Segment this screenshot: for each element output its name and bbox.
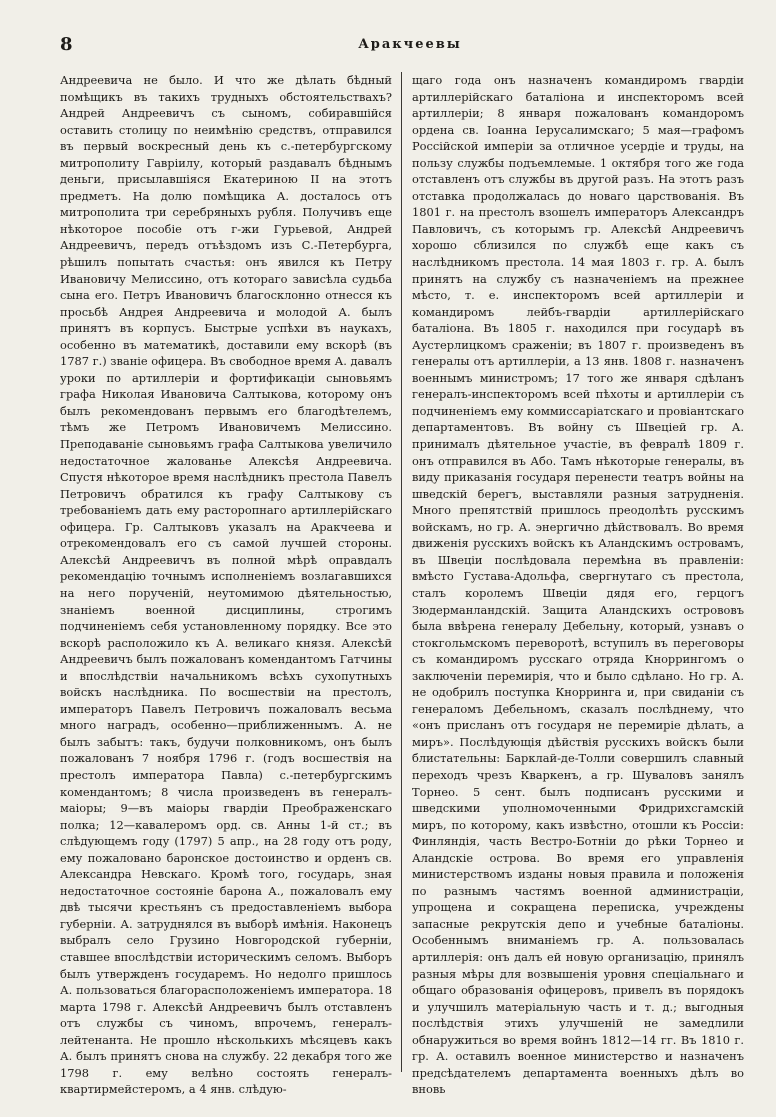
left-column <box>60 72 392 1098</box>
left-column-text: Андреевича не было. И что же дѣлать бѣдный помѣщикъ въ такихъ трудныхъ обстоятельствахъ? Андрей Андреевичъ съ сыномъ, собиравшійся оставить столицу по неимѣнію средствъ, отправился въ первый воскресный день къ с.-петербургскому митрополиту Гавріилу, который раздавалъ бѣднымъ деньги, присылавшіяся Екатериною II на этотъ предметъ. На долю помѣщика А. досталось отъ митрополита три серебряныхъ рубля. Получивъ еще нѣкоторое пособіе отъ г-жи Гурьевой, Андрей Андреевичъ, передъ отъѣздомъ изъ С.-Петербурга, рѣшилъ попытать счастья: онъ явился къ Петру Ивановичу Мелиссино, отъ котораго зависѣла судьба сына его. Петръ Ивановичъ благосклонно отнесся къ просьбѣ Андрея Андреевича и молодой А. былъ принятъ въ корпусъ. Быстрые успѣхи въ наукахъ, особенно въ математикѣ, доставили ему вскорѣ (въ 1787 г.) званіе офицера. Въ свободное время А. давалъ уроки по артиллеріи и фортификаціи сыновьямъ графа Николая Ивановича Салтыкова, которому онъ былъ рекомендованъ первымъ его благодѣтелемъ, тѣмъ же Петромъ Ивановичемъ Мелиссино. Преподаваніе сыновьямъ графа Салтыкова увеличило недостаточное жалованье Алексѣя Андреевича. Спустя нѣкоторое время наслѣдникъ престола Павелъ Петровичъ обратился къ графу Салтыкову съ требованіемъ дать ему расторопнаго артиллерійскаго офицера. Гр. Салтыковъ указалъ на Аракчеева и отрекомендовалъ его съ самой лучшей стороны. Алексѣй Андреевичъ въ полной мѣрѣ оправдалъ рекомендацію точнымъ исполненіемъ возлагавшихся на него порученій, неутомимою дѣятельностью, знаніемъ военной дисциплины, строгимъ подчиненіемъ себя установленному порядку. Все это вскорѣ расположило къ А. великаго князя. Алексѣй Андреевичъ былъ пожалованъ комендантомъ Гатчины и впослѣдствіи начальникомъ всѣхъ сухопутныхъ войскъ наслѣдника. По восшествіи на престолъ, императоръ Павелъ Петровичъ пожаловалъ весьма много наградъ, особенно—приближеннымъ. А. не былъ забытъ: такъ, будучи полковникомъ, онъ былъ пожалованъ 7 ноября 1796 г. (годъ восшествія на престолъ императора Павла) с.-петербургскимъ комендантомъ; 8 числа произведенъ въ генералъ-маіоры; 9—въ маіоры гвардіи Преображенскаго полка; 12—кавалеромъ орд. св. Анны 1-й ст.; въ слѣдующемъ году (1797) 5 апр., на 28 году отъ роду, ему пожаловано баронское достоинство и орденъ св. Александра Невскаго. Кромѣ того, государь, зная недостаточное состояніе барона А., пожаловалъ ему двѣ тысячи крестьянъ съ предоставленіемъ выбора губерніи. А. затруднялся въ выборѣ имѣнія. Наконецъ выбралъ село Грузино Новгородской губерніи, ставшее впослѣдствіи историческимъ селомъ. Выборъ былъ утвержденъ государемъ. Но недолго пришлось А. пользоваться благорасположеніемъ императора. 18 марта 1798 г. Алексѣй Андреевичъ былъ отставленъ отъ службы съ чиномъ, впрочемъ, генералъ-лейтенанта. Не прошло нѣсколькихъ мѣсяцевъ какъ А. былъ принятъ снова на службу. 22 декабря того же 1798 г. ему велѣно состоять генералъ-квартирмейстеромъ, а 4 янв. слѣдую- <box>60 73 392 1097</box>
right-column-text: щаго года онъ назначенъ командиромъ гвардіи артиллерійскаго баталіона и инспекторомъ всей артиллеріи; 8 января пожалованъ командоромъ ордена св. Іоанна Іерусалимскаго; 5 мая—графомъ Россійской имперіи за отличное усердіе и труды, на пользу службы подъемлемые. 1 октября того же года отставленъ отъ службы въ другой разъ. На этотъ разъ отставка продолжалась до новаго царствованія. Въ 1801 г. на престолъ взошелъ императоръ Александръ Павловичъ, съ которымъ гр. Алексѣй Андреевичъ хорошо сблизился по службѣ еще какъ съ наслѣдникомъ престола. 14 мая 1803 г. гр. А. былъ принятъ на службу съ назначеніемъ на прежнее мѣсто, т. е. инспекторомъ всей артиллеріи и командиромъ лейбъ-гвардіи артиллерійскаго баталіона. Въ 1805 г. находился при государѣ въ Аустерлицкомъ сраженіи; въ 1807 г. произведенъ въ генералы отъ артиллеріи, а 13 янв. 1808 г. назначенъ военнымъ министромъ; 17 того же января сдѣланъ генералъ-инспекторомъ всей пѣхоты и артиллеріи съ подчиненіемъ ему коммиссаріатскаго и провіантскаго департаментовъ. Въ войну съ Швеціей гр. А. принималъ дѣятельное участіе, въ февралѣ 1809 г. онъ отправился въ Або. Тамъ нѣкоторые генералы, въ виду приказанія государя перенести театръ войны на шведскій берегъ, выставляли разныя затрудненія. Много препятствій пришлось преодолѣть русскимъ войскамъ, но гр. А. энергично дѣйствовалъ. Во время движенія русскихъ войскъ къ Аландскимъ островамъ, въ Швеціи послѣдовала перемѣна въ правленіи: вмѣсто Густава-Адольфа, свергнутаго съ престола, сталъ королемъ Швеціи дядя его, герцогъ Зюдерманландскій. Защита Аландскихъ острововъ была ввѣрена генералу Дебельну, который, узнавъ о стокгольмскомъ переворотѣ, вступилъ въ переговоры съ командиромъ русскаго отряда Кноррингомъ о заключеніи перемирія, что и было сдѣлано. Но гр. А. не одобрилъ поступка Кнорринга и, при свиданіи съ генераломъ Дебельномъ, сказалъ послѣднему, что «онъ присланъ отъ государя не перемиріе дѣлать, а миръ». Послѣдующія дѣйствія русскихъ войскъ были блистательны: Барклай-де-Толли совершилъ славный переходъ чрезъ Кваркенъ, а гр. Шуваловъ занялъ Торнео. 5 сент. былъ подписанъ русскими и шведскими уполномоченными Фридрихсгамскій миръ, по которому, какъ извѣстно, отошли къ Россіи: Финляндія, часть Вестро-Ботніи до рѣки Торнео и Аландскіе острова. Во время его управленія министерствомъ изданы новыя правила и положенія по разнымъ частямъ военной администраціи, упрощена и сокращена переписка, учреждены запасные рекрутскія депо и учебные баталіоны. Особеннымъ вниманіемъ гр. А. пользовалась артиллерія: онъ далъ ей новую организацію, принялъ разныя мѣры для возвышенія уровня спеціальнаго и общаго образованія офицеровъ, привелъ въ порядокъ и улучшилъ матеріальную часть и т. д.; выгодныя послѣдствія этихъ улучшеній не замедлили обнаружиться во время войнъ 1812—14 гг. Въ 1810 г. гр. А. оставилъ военное министерство и назначенъ предсѣдателемъ департамента военныхъ дѣлъ во вновь <box>412 73 744 1097</box>
right-column <box>412 72 744 1098</box>
running-title: Аракчеевы <box>358 37 462 52</box>
page-header <box>60 34 760 58</box>
text-columns <box>60 72 760 1097</box>
column-divider <box>401 72 402 1072</box>
page-number: 8 <box>60 34 73 55</box>
